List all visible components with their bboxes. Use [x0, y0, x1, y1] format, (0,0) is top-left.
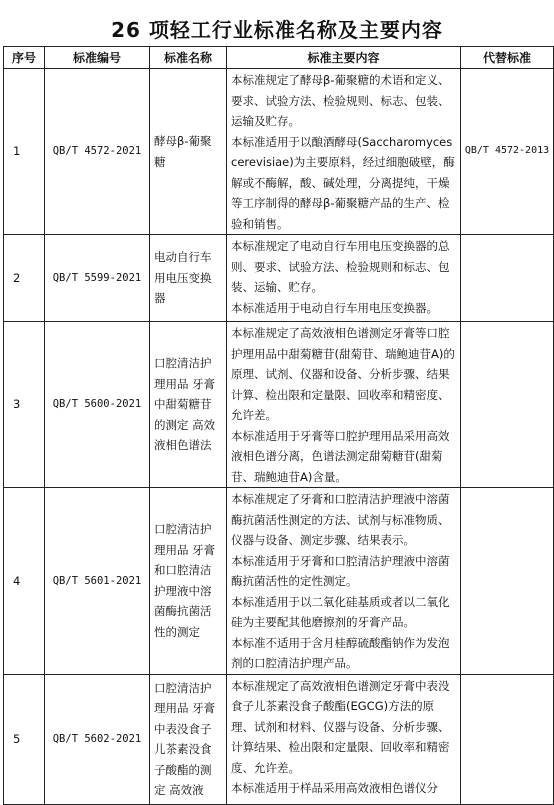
header-name: 标准名称: [150, 47, 227, 69]
standard-name: 口腔清洁护理用品 牙膏和口腔清洁护理液中溶菌酶抗菌活性的测定: [150, 488, 227, 675]
table-header-row: [4, 47, 554, 69]
standard-name: 口腔清洁护理用品 牙膏中甜菊糖苷的测定 高效液相色谱法: [150, 322, 227, 488]
replaced-standard: [461, 674, 554, 804]
standard-content: [227, 674, 461, 804]
content-paragraph: 本标准规定了高效液相色谱测定牙膏等口腔护理用品中甜菊糖苷(甜菊苷、瑞鲍迪苷A)的原理、试剂、仪器和设备、分析步骤、结果计算、检出限和定量限、回收率和精密度、允许差。: [231, 326, 455, 422]
replaced-standard: [461, 322, 554, 488]
table-row: [4, 674, 554, 804]
replaced-standard: [461, 488, 554, 675]
content-paragraph: 本标准适用于样品采用高效液相色谱仪分: [231, 781, 438, 795]
replaced-standard: QB/T 4572-2013: [461, 69, 554, 235]
content-paragraph: 本标准规定了电动自行车用电压变换器的总则、要求、试验方法、检验规则和标志、包装、运输、贮存。: [231, 239, 450, 294]
header-replaces: 代替标准: [461, 47, 554, 69]
standard-code: QB/T 5599-2021: [45, 235, 150, 322]
header-code: 标准编号: [45, 47, 150, 69]
table-row: [4, 488, 554, 675]
row-index: 5: [4, 674, 45, 804]
row-index: 4: [4, 488, 45, 675]
standard-name: 电动自行车用电压变换器: [150, 235, 227, 322]
standard-content: [227, 488, 461, 675]
content-paragraph: 本标准规定了酵母β-葡聚糖的术语和定义、要求、试验方法、检验规则、标志、包装、运输及贮存。: [231, 73, 450, 128]
content-paragraph: 本标准适用于牙膏等口腔护理用品采用高效液相色谱分离，色谱法测定甜菊糖苷(甜菊苷、瑞鲍迪苷A)含量。: [231, 428, 450, 484]
row-index: 3: [4, 322, 45, 488]
content-paragraph: 本标准适用于牙膏和口腔清洁护理液中溶菌酶抗菌活性的定性测定。: [231, 553, 450, 588]
standard-code: QB/T 5600-2021: [45, 322, 150, 488]
standard-code: QB/T 4572-2021: [45, 69, 150, 235]
page-title: 26 项轻工行业标准名称及主要内容: [111, 18, 443, 42]
standard-name: 口腔清洁护理用品 牙膏中表没食子儿茶素没食子酸酯的测定 高效液: [150, 674, 227, 804]
table-row: [4, 322, 554, 488]
row-index: 2: [4, 235, 45, 322]
standard-name: 酵母β-葡聚糖: [150, 69, 227, 235]
content-paragraph: 本标准不适用于含月桂醇硫酸酯钠作为发泡剂的口腔清洁护理产品。: [231, 635, 450, 670]
row-index: 1: [4, 69, 45, 235]
standard-content: [227, 69, 461, 235]
content-paragraph: 本标准适用于电动自行车用电压变换器。: [231, 300, 438, 315]
table-row: [4, 69, 554, 235]
content-paragraph: 本标准规定了高效液相色谱测定牙膏中表没食子儿茶素没食子酸酯(EGCG)方法的原理、试剂和材料、仪器与设备、分析步骤、计算结果、检出限和定量限、回收率和精密度、允许差。: [231, 678, 450, 775]
header-content: 标准主要内容: [227, 47, 461, 69]
standards-table: [3, 46, 554, 805]
replaced-standard: [461, 235, 554, 322]
content-paragraph: 本标准适用于以酿酒酵母(Saccharomyces cerevisiae)为主要原料，经过细胞破壁，酶解或不酶解，酸、碱处理，分离提纯，干燥等工序制得的酵母β-葡聚糖产品的生产、检验和销售。: [231, 134, 455, 231]
table-row: [4, 235, 554, 322]
standard-content: [227, 322, 461, 488]
content-paragraph: 本标准规定了牙膏和口腔清洁护理液中溶菌酶抗菌活性测定的方法、试剂与标准物质、仪器与设备、测定步骤、结果表示。: [231, 492, 450, 547]
standard-content: [227, 235, 461, 322]
content-paragraph: 本标准适用于以二氧化硅基质或者以二氧化硅为主要配其他磨擦剂的牙膏产品。: [231, 594, 450, 629]
header-index: 序号: [4, 47, 45, 69]
standard-code: QB/T 5602-2021: [45, 674, 150, 804]
standard-code: QB/T 5601-2021: [45, 488, 150, 675]
